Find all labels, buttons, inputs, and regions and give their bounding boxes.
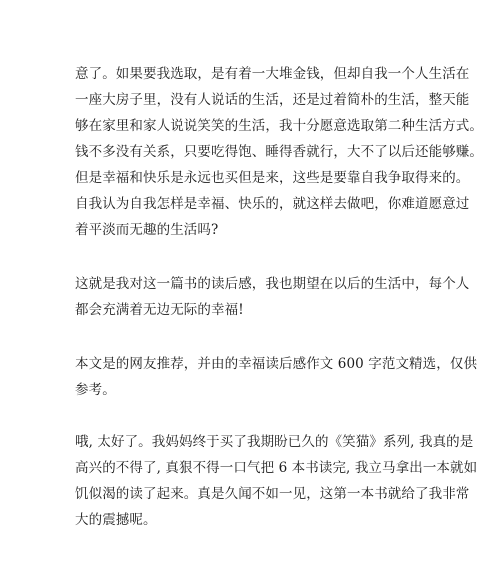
paragraph-1-line-4: 钱不多没有关系，只要吃得饱、睡得香就行，大不了以后还能够赚。 xyxy=(75,144,483,160)
paragraph-2-line-1: 这就是我对这一篇书的读后感，我也期望在以后的生活中，每个人 xyxy=(75,276,470,292)
paragraph-1-line-2: 一座大房子里，没有人说话的生活，还是过着简朴的生活，整天能 xyxy=(75,92,470,108)
paragraph-4-line-3: 饥似渴的读了起来。真是久闻不如一见，这第一本书就给了我非常 xyxy=(75,486,470,502)
paragraph-1-line-5: 但是幸福和快乐是永远也买但是来，这些是要靠自我争取得来的。 xyxy=(75,170,470,186)
paragraph-3-line-1: 本文是的网友推荐，并由的幸福读后感作文 600 字范文精选，仅供 xyxy=(75,356,478,372)
paragraph-4-line-4: 大的震撼呢。 xyxy=(75,512,157,528)
paragraph-1-line-7: 着平淡而无趣的生活吗? xyxy=(75,222,219,238)
paragraph-4-line-1: 哦, 太好了。我妈妈终于买了我期盼已久的《笑猫》系列, 我真的是 xyxy=(75,434,474,450)
paragraph-1-line-6: 自我认为自我怎样是幸福、快乐的，就这样去做吧，你难道愿意过 xyxy=(75,196,470,212)
paragraph-4-line-2: 高兴的不得了, 真狠不得一口气把 6 本书读完, 我立马拿出一本就如 xyxy=(75,460,478,476)
paragraph-3-line-2: 参考。 xyxy=(75,382,116,398)
paragraph-1-line-1: 意了。如果要我选取，是有着一大堆金钱，但却自我一个人生活在 xyxy=(75,66,470,82)
paragraph-1-line-3: 够在家里和家人说说笑笑的生活，我十分愿意选取第二种生活方式。 xyxy=(75,118,483,134)
paragraph-2-line-2: 都会充满着无边无际的幸福! xyxy=(75,302,244,318)
